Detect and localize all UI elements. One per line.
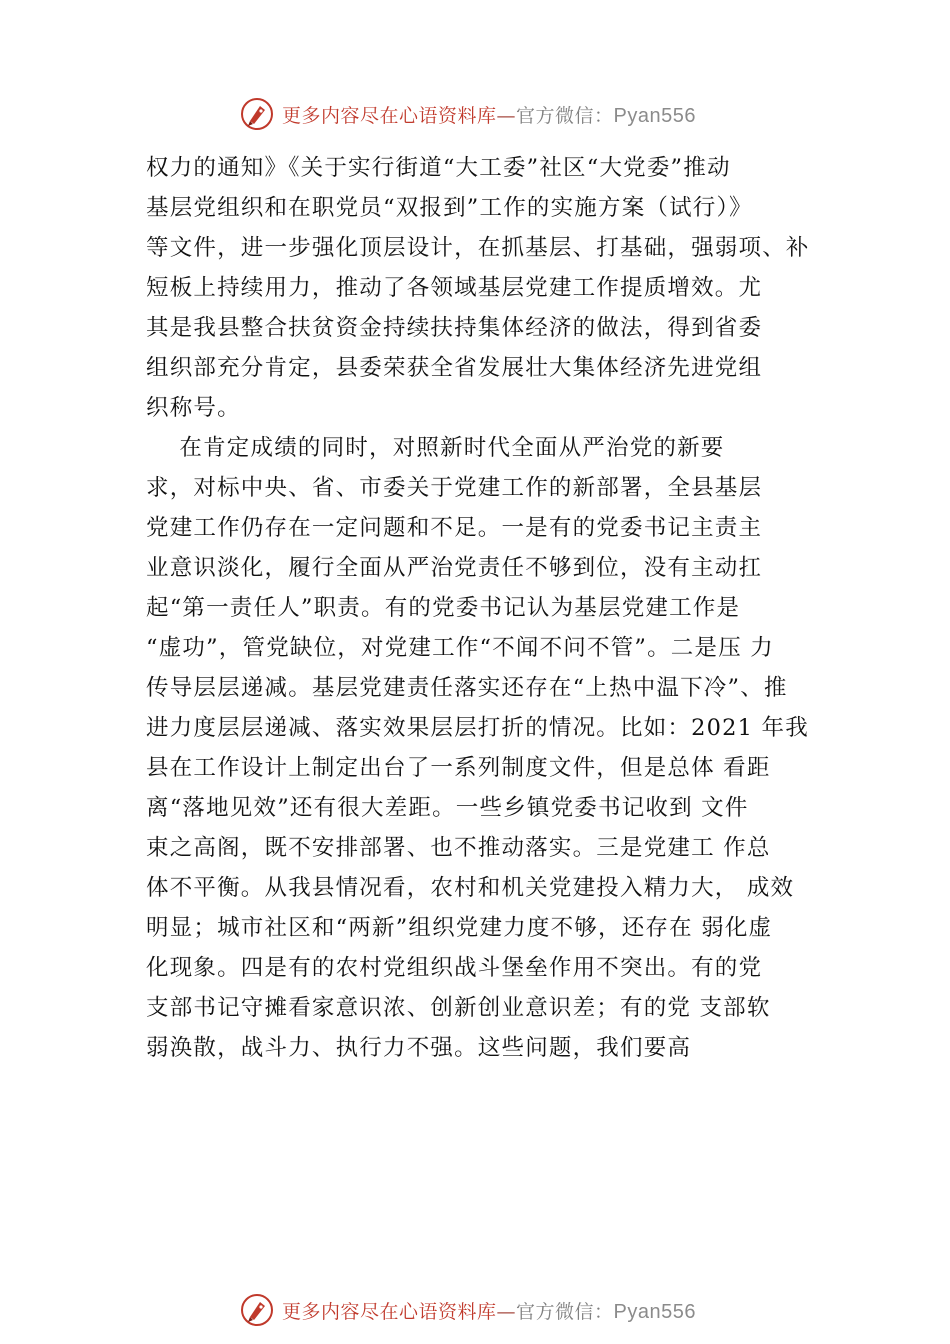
header-separator: — bbox=[496, 104, 517, 127]
text-line: 求，对标中央、省、市委关于党建工作的新部署，全县基层 bbox=[146, 475, 763, 501]
text-line: “虚功”，管党缺位，对党建工作“不闻不问不管”。二是压 力 bbox=[146, 635, 774, 661]
text-line: 明显；城市社区和“两新”组织党建力度不够，还存在 弱化虚 bbox=[146, 915, 773, 941]
text-line: 弱涣散，战斗力、执行力不强。这些问题，我们要高 bbox=[146, 1035, 692, 1061]
text-line: 束之高阁，既不安排部署、也不推动落实。三是党建工 作总 bbox=[146, 835, 771, 861]
text-line: 化现象。四是有的农村党组织战斗堡垒作用不突出。有的党 bbox=[146, 955, 763, 981]
footer-wechat-id: Pyan556 bbox=[613, 1300, 696, 1323]
text-line: 基层党组织和在职党员“双报到”工作的实施方案（试行）》 bbox=[146, 195, 753, 221]
text-line: 组织部充分肯定，县委荣获全省发展壮大集体经济先进党组 bbox=[146, 355, 763, 381]
text-line: 织称号。 bbox=[146, 395, 241, 421]
header-main-text: 更多内容尽在心语资料库 bbox=[282, 104, 497, 127]
text-line: 起“第一责任人”职责。有的党委书记认为基层党建工作是 bbox=[146, 595, 741, 621]
text-line: 体不平衡。从我县情况看，农村和机关党建投入精力大， 成效 bbox=[146, 875, 795, 901]
footer-main-text: 更多内容尽在心语资料库 bbox=[282, 1300, 497, 1323]
text-line: 支部书记守摊看家意识浓、创新创业意识差；有的党 支部软 bbox=[146, 995, 771, 1021]
text-line: 传导层层递减。基层党建责任落实还存在“上热中温下冷”、推 bbox=[146, 675, 788, 701]
text-line: 短板上持续用力，推动了各领域基层党建工作提质增效。尤 bbox=[146, 275, 763, 301]
text-line: 进力度层层递减、落实效果层层打折的情况。比如：2021 年我 bbox=[146, 715, 809, 741]
text-line: 县在工作设计上制定出台了一系列制度文件，但是总体 看距 bbox=[146, 755, 771, 781]
footer-wechat-label: 官方微信： bbox=[516, 1300, 614, 1323]
footer-separator: — bbox=[496, 1300, 517, 1323]
text-line: 权力的通知》《关于实行街道“大工委”社区“大党委”推动 bbox=[146, 155, 731, 181]
document-body bbox=[146, 148, 846, 1068]
pen-nib-icon bbox=[240, 1293, 274, 1327]
text-line: 离“落地见效”还有很大差距。一些乡镇党委书记收到 文件 bbox=[146, 795, 749, 821]
text-line: 党建工作仍存在一定问题和不足。一是有的党委书记主责主 bbox=[146, 515, 763, 541]
footer-banner bbox=[240, 1290, 760, 1330]
header-wechat-label: 官方微信： bbox=[516, 104, 614, 127]
pen-nib-icon bbox=[240, 97, 274, 131]
header-wechat-id: Pyan556 bbox=[613, 104, 696, 127]
text-line: 业意识淡化，履行全面从严治党责任不够到位，没有主动扛 bbox=[146, 555, 763, 581]
footer-text bbox=[282, 1297, 696, 1324]
text-line: 等文件，进一步强化顶层设计，在抓基层、打基础，强弱项、补 bbox=[146, 235, 810, 261]
text-line: 其是我县整合扶贫资金持续扶持集体经济的做法，得到省委 bbox=[146, 315, 763, 341]
header-text bbox=[282, 101, 696, 128]
header-banner bbox=[240, 94, 760, 134]
text-line: 在肯定成绩的同时，对照新时代全面从严治党的新要 bbox=[146, 435, 725, 461]
